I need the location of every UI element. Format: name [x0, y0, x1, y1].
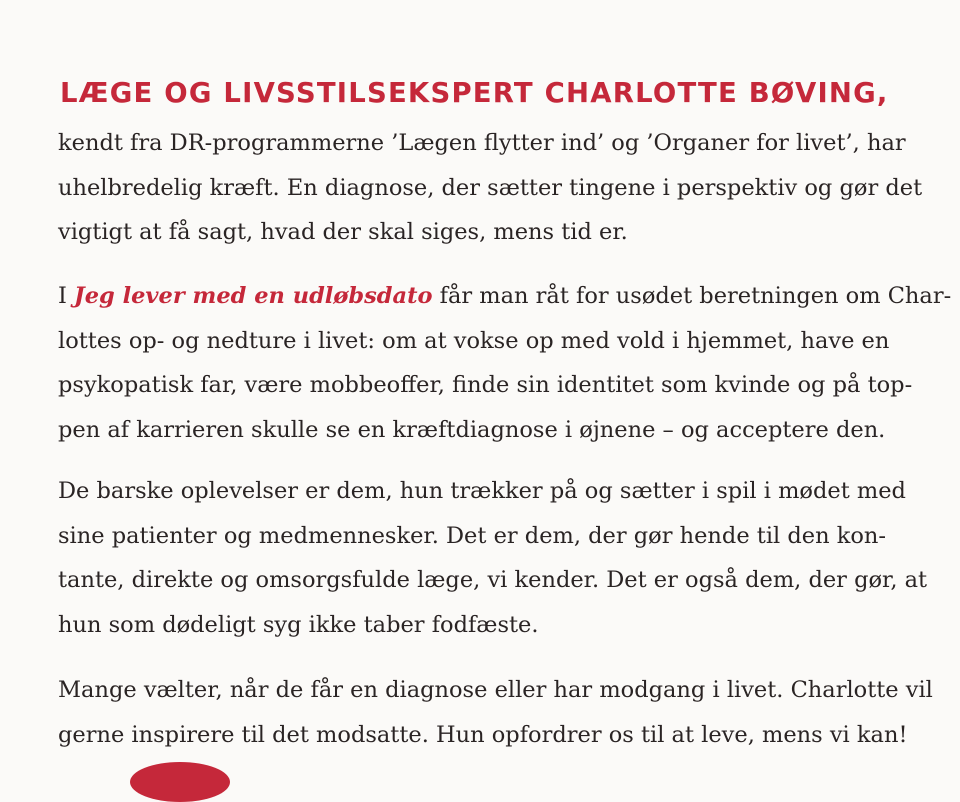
- paragraph-intro: [58, 121, 938, 255]
- text-line: Mange vælter, når de får en diagnose eller har modgang i livet. Charlotte vil: [58, 677, 933, 703]
- text-line: sine patienter og medmennesker. Det er dem, der gør hende til den kon-: [58, 522, 887, 549]
- paragraph-closing: [58, 668, 938, 757]
- text-line: De barske oplevelser er dem, hun trækker på og sætter i spil i mødet med: [58, 478, 906, 504]
- text-prefix: I: [58, 283, 75, 309]
- text-line: vigtigt at få sagt, hvad der skal siges, mens tid er.: [58, 219, 628, 245]
- text-line: tante, direkte og omsorgsfulde læge, vi kender. Det er også dem, der gør, at: [58, 567, 928, 593]
- text-line: kendt fra DR-programmerne ’Lægen flytter ind’ og ’Organer for livet’, har: [58, 130, 906, 156]
- decorative-red-shape: [130, 762, 230, 802]
- text-line: gerne inspirere til det modsatte. Hun opfordrer os til at leve, mens vi kan!: [58, 721, 908, 748]
- text-line: [58, 274, 952, 319]
- paragraph-experiences: [58, 469, 938, 647]
- text-suffix: får man råt for usødet beretningen om Char-: [432, 283, 952, 309]
- text-line: psykopatisk far, være mobbeoffer, finde sin identitet som kvinde og på top-: [58, 372, 913, 398]
- text-line: uhelbredelig kræft. En diagnose, der sætter tingene i perspektiv og gør det: [58, 174, 923, 201]
- text-line: lottes op- og nedture i livet: om at vokse op med vold i hjemmet, have en: [58, 327, 890, 354]
- text-line: hun som dødeligt syg ikke taber fodfæste.: [58, 611, 539, 638]
- book-title: Jeg lever med en udløbsdato: [74, 283, 433, 309]
- paragraph-book: [58, 274, 952, 452]
- text-line: pen af karrieren skulle se en kræftdiagnose i øjnene – og acceptere den.: [58, 416, 886, 443]
- heading: LÆGE OG LIVSSTILSEKSPERT CHARLOTTE BØVING,: [60, 77, 889, 109]
